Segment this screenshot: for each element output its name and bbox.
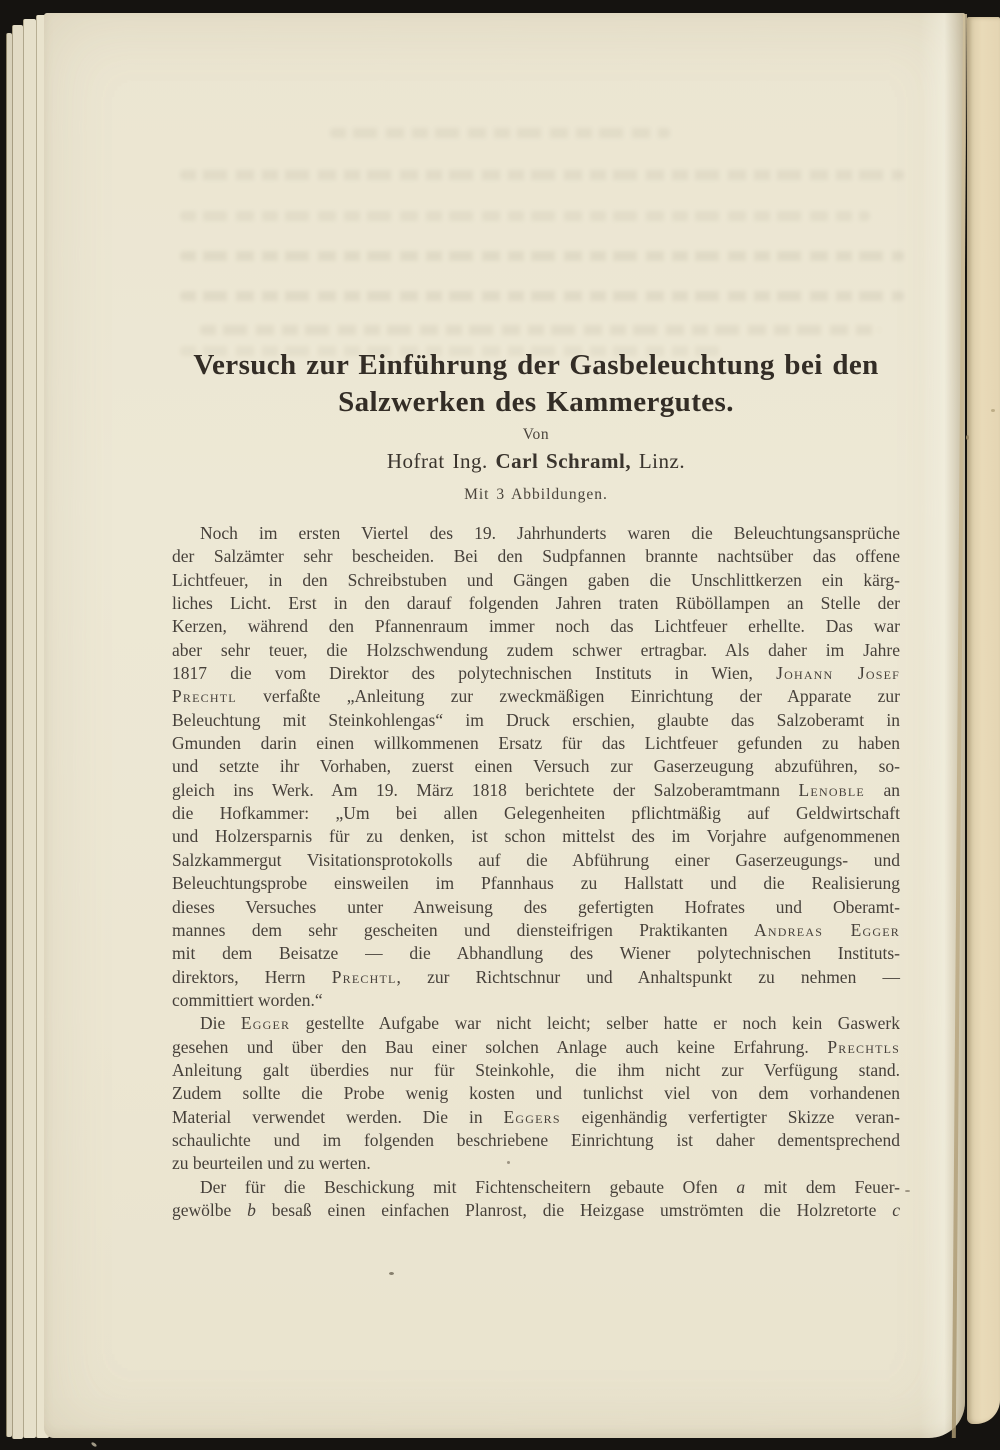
- bleedthrough-ghost-line: [330, 128, 670, 138]
- text-line: gesehen und über den Bau einer solchen Anlage auch keine Erfahrung. Prechtls: [172, 1036, 900, 1057]
- dust-speck: [389, 1272, 394, 1275]
- text-line: gewölbe b besaß einen einfachen Planrost, die Heizgase umströmten die Holzretorte c: [172, 1199, 900, 1220]
- text-line: Der für die Beschickung mit Fichtenscheitern gebaute Ofen a mit dem Feuer-: [200, 1176, 900, 1197]
- text-line: Gmunden darin einen willkommenen Ersatz für das Lichtfeuer gefunden zu haben: [172, 733, 900, 754]
- author-line: Hofrat Ing. Carl Schraml, Linz.: [386, 449, 686, 473]
- text-line: die Hofkammer: „Um bei allen Gelegenheiten pflichtmäßig auf Geldwirtschaft: [172, 803, 900, 824]
- text-line: gleich ins Werk. Am 19. März 1818 berichtete der Salzoberamtmann Lenoble an: [172, 779, 900, 800]
- text-line: aber sehr teuer, die Holzschwendung zudem schwer ertragbar. Als daher im Jahre: [172, 639, 900, 660]
- text-line: Material verwendet werden. Die in Eggers eigenhändig verfertigter Skizze veran-: [172, 1106, 900, 1127]
- article-body: [172, 522, 900, 1222]
- text-line: 1817 die vom Direktor des polytechnischen Instituts in Wien, Johann Josef: [172, 663, 900, 684]
- text-line: Beleuchtung mit Steinkohlengas“ im Druck erschien, glaubte das Salzoberamt in: [172, 709, 900, 730]
- bleedthrough-ghost-line: [200, 325, 880, 335]
- text-line: Die Egger gestellte Aufgabe war nicht leicht; selber hatte er noch kein Gaswerk: [200, 1013, 900, 1034]
- text-line: mannes dem sehr gescheiten und diensteifrigen Praktikanten Andreas Egger: [172, 919, 900, 940]
- text-line: zu beurteilen und zu werten.: [172, 1153, 371, 1174]
- page-edge-stack-2: [12, 25, 23, 1439]
- bleedthrough-ghost-line: [180, 251, 904, 261]
- illustration-note: Mit 3 Abbildungen.: [464, 486, 608, 503]
- text-line: Noch im ersten Viertel des 19. Jahrhunderts waren die Beleuchtungsansprüche: [200, 523, 900, 543]
- text-line: Zudem sollte die Probe wenig kosten und tunlichst viel von dem vorhandenen: [172, 1083, 900, 1104]
- dust-speck: [905, 1190, 910, 1192]
- text-line: Prechtl verfaßte „Anleitung zur zweckmäßigen Einrichtung der Apparate zur: [172, 686, 900, 707]
- dust-speck: [91, 1442, 98, 1448]
- text-line: Lichtfeuer, in den Schreibstuben und Gängen gaben die Unschlittkerzen ein kärg-: [172, 569, 900, 590]
- text-line: mit dem Beisatze — die Abhandlung des Wiener polytechnischen Instituts-: [172, 943, 900, 964]
- text-line: direktors, Herrn Prechtl, zur Richtschnur und Anhaltspunkt zu nehmen —: [172, 966, 900, 987]
- article-title: [172, 347, 900, 420]
- dust-speck: [991, 409, 995, 412]
- dust-speck: [966, 435, 969, 440]
- text-line: dieses Versuches unter Anweisung des gefertigten Hofrates und Oberamt-: [172, 896, 900, 917]
- facing-page-edge: [967, 17, 1000, 1424]
- byline-label: Von: [522, 426, 550, 443]
- text-line: Anleitung galt überdies nur für Steinkohle, die ihm nicht zur Verfügung stand.: [172, 1059, 900, 1080]
- text-line: der Salzämter sehr bescheiden. Bei den Sudpfannen brannte nachtsüber das offene: [172, 546, 900, 567]
- text-line: Beleuchtungsprobe einsweilen im Pfannhaus zu Hallstatt und die Realisierung: [172, 873, 900, 894]
- text-line: schaulichte und im folgenden beschriebene Einrichtung ist daher dementsprechend: [172, 1129, 900, 1150]
- text-line: committiert worden.“: [172, 989, 323, 1010]
- bleedthrough-ghost-line: [180, 291, 904, 301]
- page-edge-stack-3: [23, 19, 36, 1438]
- article-title-line-1: Versuch zur Einführung der Gasbeleuchtung bei den: [193, 349, 879, 381]
- bleedthrough-ghost-line: [180, 211, 870, 221]
- bleedthrough-ghost-line: [180, 170, 904, 180]
- text-line: liches Licht. Erst in den darauf folgenden Jahren traten Rüböllampen an Stelle der: [172, 593, 900, 614]
- text-line: und setzte ihr Vorhaben, zuerst einen Versuch zur Gaserzeugung abzuführen, so-: [172, 756, 900, 777]
- text-line: Salzkammergut Visitationsprotokolls auf die Abführung einer Gaserzeugungs- und: [172, 849, 900, 870]
- dust-speck: [507, 1161, 510, 1164]
- text-line: Kerzen, während den Pfannenraum immer noch das Lichtfeuer erhellte. Das war: [172, 616, 900, 637]
- book-page: [44, 13, 965, 1438]
- article-title-line-2: Salzwerken des Kammergutes.: [338, 385, 734, 418]
- text-line: und Holzersparnis für zu denken, ist schon mittelst des im Vorjahre aufgenommenen: [172, 826, 900, 847]
